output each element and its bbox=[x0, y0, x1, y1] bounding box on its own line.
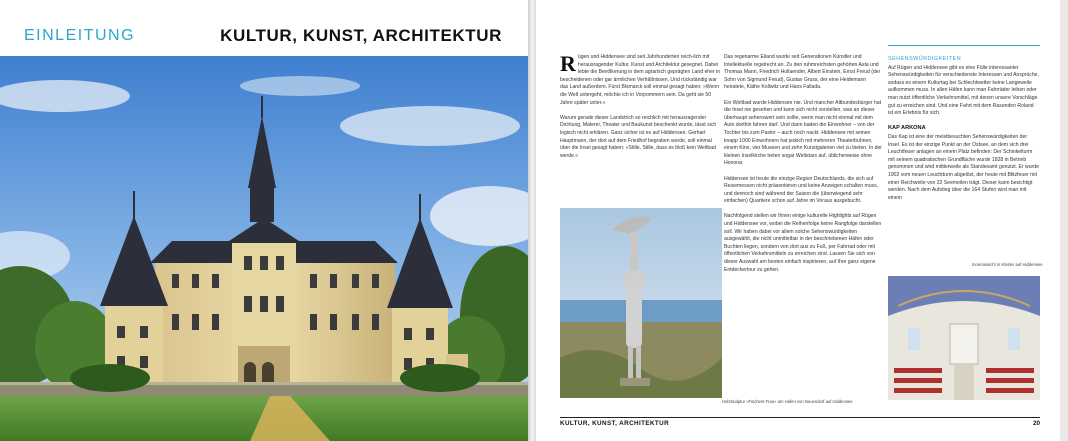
church-caption: Innenansicht in Kloster auf Hiddensee bbox=[972, 262, 1043, 267]
page-number: 20 bbox=[1032, 420, 1040, 427]
paragraph: Warum gerade dieser Landstrich so reichlich mit herausragender Dichtung, Malerei, Theater und Baukunst beschenkt wurde, lässt sich logisch nicht erklären. Ganz sicher ist es auf Hiddensee. Gerhart Hauptmann, der dort auf dem Friedhof begraben wurde, soll einmal über die Insel gesagt haben: »Stille, Stille, dass es bloß kein Weltbad werde.« bbox=[560, 114, 717, 159]
running-footer: KULTUR, KUNST, ARCHITEKTUR bbox=[560, 420, 670, 427]
paragraph bbox=[560, 51, 722, 107]
text-column-1 bbox=[560, 51, 722, 168]
paragraph: Hiddensee ist heute die einzige Region Deutschlands, die sich auf Reisemessen nicht präsentieren und keine Anzeigen schalten muss, und dennoch sind während der Saison die (überwiegend sehr einfachen) Quartiere schon auf Jahre im Voraus ausgebucht. bbox=[724, 175, 879, 205]
dropcap: R bbox=[560, 51, 576, 76]
paragraph: Nachfolgend stellen wir Ihnen einige kulturelle Highlights auf Rügen und Hiddensee vor, wobei die Reihenfolge keine Rangfolge darstellen soll. Wir haben dabei vor allem solche Sehenswürdigkeiten ausgewählt, die nicht unmittelbar in der beschriebenen Häfen oder Buchten liegen, sondern von dort aus zu Fuß, per Fahrrad oder mit öffentlichen Verkehrsmitteln zu erreichen sind. Lassen Sie sich von dieser Auswahl am besten einfach inspirieren, auf Ihre ganz eigene Entdeckertour zu gehen. bbox=[724, 213, 882, 273]
text-column-2 bbox=[724, 54, 882, 282]
paragraph: Ein Weltbad wurde Hiddensee nie. Und mancher Altbundesbürger hat die Insel nie gesehen und kann sich nicht vorstellen, was an dieser überhaupt sehenswert sein sollte, wenn man nicht einmal mit dem Auto dorthin fahren darf. Und dann baden die Einwohner – von der Tochter bis zum Pastor – auch noch nackt. Hiddensee mit seinen knapp 1000 Einwohnern hat jedoch mit mehreren Theaterbühnen, einem Kino, vier Museen und zehn Kunstgalerien viel zu bieten. In der kleinen Inselkirche treten sogar Weltstars auf, üblicherweise ohne Honorar. bbox=[724, 99, 883, 167]
kap-arkona-heading: KAP ARKONA bbox=[888, 125, 926, 132]
paragraph: Das regenarme Eiland wurde seit Generationen Künstler und Intellektuelle regelrecht an. Zu den ruhmreichsten gehörten Asta und Thomas Mann, Friedrich Hollaender, Albert Einstein, Ernst Freud (der Sohn von Sigmund Freud), Gustav Gruss, der eine Heidemann heiratete, Käthe Kollwitz und Hans Fallada. bbox=[724, 54, 881, 91]
text-column-3 bbox=[888, 54, 1040, 210]
chapter-label: EINLEITUNG bbox=[24, 27, 136, 44]
paragraph-text: ügen und Hiddensee sind seit Jahrhunderten reich-lich mit herausragender Kultur, Kunst und Architektur gesegnet. Dabei lebte die Bevölkerung in dem agrarisch geprägten Land eher in bescheidenen oder gar ärmlichen Verhältnissen. Und rückständig war das Land außerdem. Fürst Bismarck soll einmal gesagt haben: »Wenn die Welt untergeht, möchte ich in Vorpommern sein. Da geht sie 50 Jahre später unter.« bbox=[560, 54, 721, 106]
paragraph: Auf Rügen und Hiddensee gibt es eine Fülle interessanter Sehenswürdigkeiten für verschiedenste Interessen und Ansprüche, sodass es einem Kulturtag bei Schlechtwetter keine Langeweile aufkommen muss. In allen Häfen kann man Fahrräder leihen oder man nutzt öffentliche Verkehrsmittel, mit denen unsere Vorschläge gut zu erreichen sind. Und eine Fahrt mit dem Rasenden Roland ist ein Erlebnis für sich. bbox=[888, 64, 1039, 117]
sculpture-caption: Holzskulptur »Fischers Frau« am Hafen von Neuendorf auf Hiddensee bbox=[722, 399, 853, 404]
sidebar-heading: SEHENSWÜRDIGKEITEN bbox=[888, 56, 962, 62]
left-page bbox=[0, 0, 529, 441]
church-interior-photo bbox=[888, 276, 1040, 400]
sidebar-rule bbox=[888, 45, 1040, 46]
right-page bbox=[536, 0, 1060, 441]
footer-rule bbox=[560, 417, 1040, 418]
section-title: KULTUR, KUNST, ARCHITEKTUR bbox=[220, 26, 502, 45]
paragraph: Das Kap ist eine der meistbesuchten Sehenswürdigkeiten der Insel. Es ist der einzige Punkt an der Ostsee, an dem sich drei Leuchtfeuer anlagen an einem Platz befinden: Der Schinkelturm mit seinem quadratischen Grundfläche wurde 1828 in Betrieb genommen und wird mittlerweile als Standesamt genutzt. Er wurde 1902 vom neuen Leuchtturm abgelöst, der heute mit Blitzfeuer mit einer Reichweite von 22 Seemeilen trägt. Dieser kann besichtigt werden. Nach dem Aufstieg über die 164 Stufen wird man mit einem bbox=[888, 133, 1039, 201]
castle-photo bbox=[0, 56, 529, 441]
sculpture-photo bbox=[560, 208, 722, 398]
